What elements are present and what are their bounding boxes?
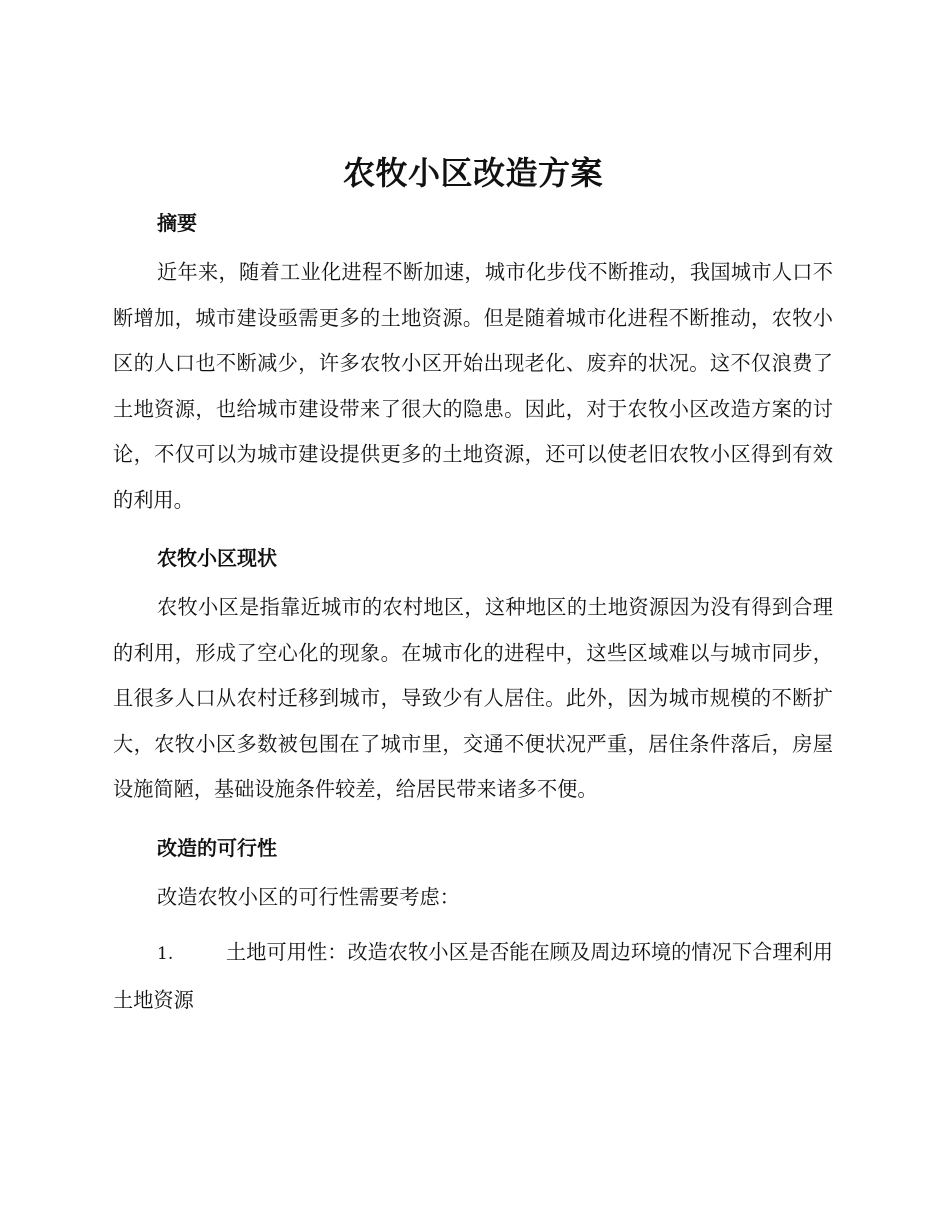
list-item-text: 土地可用性：改造农牧小区是否能在顾及周边环境的情况下合理利用土地资源: [113, 940, 833, 1012]
current-status-paragraph: 农牧小区是指靠近城市的农村地区，这种地区的土地资源因为没有得到合理的利用，形成了空心化的现象。在城市化的进程中，这些区域难以与城市同步，且很多人口从农村迁移到城市，导致少有人居住。此外，因为城市规模的不断扩大，农牧小区多数被包围在了城市里，交通不便状况严重，居住条件落后，房屋设施简陋，基础设施条件较差，给居民带来诸多不便。: [113, 595, 833, 801]
section-heading-current-status: 农牧小区现状: [157, 546, 277, 570]
feasibility-paragraph: 改造农牧小区的可行性需要考虑：: [157, 884, 460, 909]
list-item: [113, 930, 833, 1023]
document-body: [113, 150, 833, 1023]
list-item-number: 1.: [157, 944, 174, 964]
document-title: 农牧小区改造方案: [342, 154, 603, 192]
abstract-paragraph: 近年来，随着工业化进程不断加速，城市化步伐不断推动，我国城市人口不断增加，城市建设亟需更多的土地资源。但是随着城市化进程不断推动，农牧小区的人口也不断减少，许多农牧小区开始出现老化、废弃的状况。这不仅浪费了土地资源，也给城市建设带来了很大的隐患。因此，对于农牧小区改造方案的讨论，不仅可以为城市建设提供更多的土地资源，还可以使老旧农牧小区得到有效的利用。: [113, 260, 833, 512]
section-heading-feasibility: 改造的可行性: [157, 835, 277, 860]
section-heading-abstract: 摘要: [157, 211, 197, 235]
